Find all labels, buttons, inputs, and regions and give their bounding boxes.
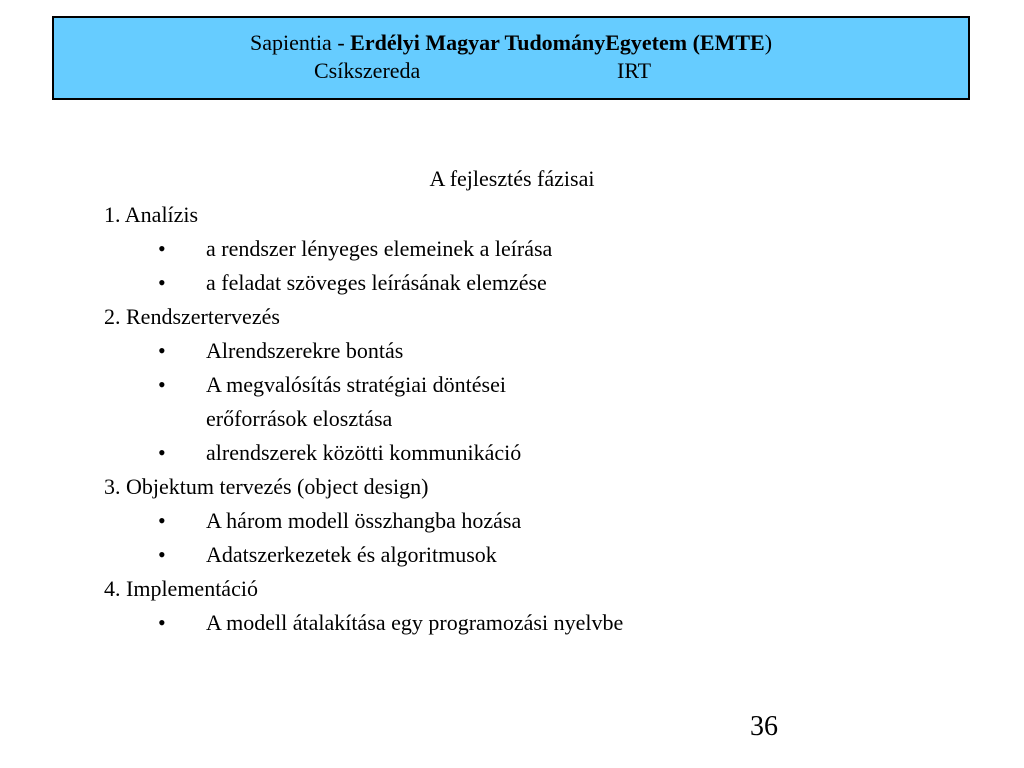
bullet-dot: • bbox=[158, 338, 166, 363]
bullet-item bbox=[104, 436, 964, 470]
bullet-dot: • bbox=[158, 270, 166, 295]
bullet-text-continuation: erőforrások elosztása bbox=[206, 406, 393, 431]
header-university-name: Erdélyi Magyar TudományEgyetem (EMTE bbox=[350, 30, 765, 55]
header-banner bbox=[52, 16, 970, 100]
section-heading: 3. Objektum tervezés (object design) bbox=[104, 474, 429, 499]
header-department: IRT bbox=[617, 58, 652, 83]
header-prefix: Sapientia - bbox=[249, 30, 351, 55]
bullet-item bbox=[104, 538, 964, 572]
bullet-dot: • bbox=[158, 610, 166, 635]
bullet-text: a rendszer lényeges elemeinek a leírása bbox=[206, 236, 553, 261]
bullet-dot: • bbox=[158, 542, 166, 567]
bullet-item bbox=[104, 368, 964, 436]
phase-list bbox=[104, 198, 964, 640]
bullet-item bbox=[104, 334, 964, 368]
bullet-text: a feladat szöveges leírásának elemzése bbox=[206, 270, 547, 295]
page-number: 36 bbox=[750, 711, 778, 742]
header-suffix: ) bbox=[764, 30, 773, 55]
bullet-item bbox=[104, 232, 964, 266]
bullet-dot: • bbox=[158, 372, 166, 397]
slide-title: A fejlesztés fázisai bbox=[429, 166, 595, 191]
header-institution-line bbox=[54, 30, 968, 56]
bullet-text: Adatszerkezetek és algoritmusok bbox=[206, 542, 497, 567]
bullet-text: A modell átalakítása egy programozási nyelvbe bbox=[206, 610, 624, 635]
section-heading: 4. Implementáció bbox=[104, 576, 258, 601]
bullet-dot: • bbox=[158, 440, 166, 465]
bullet-dot: • bbox=[158, 508, 166, 533]
bullet-text: Alrendszerekre bontás bbox=[206, 338, 404, 363]
bullet-text: alrendszerek közötti kommunikáció bbox=[206, 440, 522, 465]
bullet-item bbox=[104, 504, 964, 538]
bullet-text: A három modell összhangba hozása bbox=[206, 508, 522, 533]
bullet-dot: • bbox=[158, 236, 166, 261]
bullet-item bbox=[104, 266, 964, 300]
section-heading: 1. Analízis bbox=[104, 202, 199, 227]
bullet-text: A megvalósítás stratégiai döntései bbox=[206, 372, 506, 397]
header-city: Csíkszereda bbox=[314, 58, 421, 83]
section-heading: 2. Rendszertervezés bbox=[104, 304, 280, 329]
bullet-item bbox=[104, 606, 964, 640]
